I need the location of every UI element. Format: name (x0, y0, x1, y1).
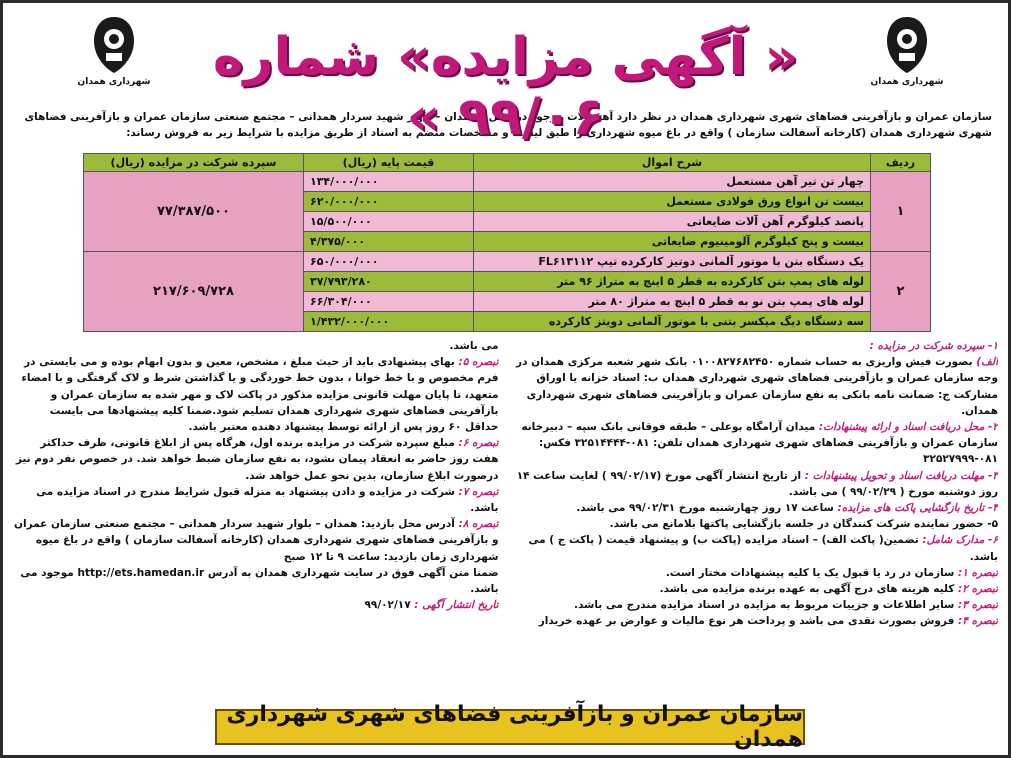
conditions-left-column (13, 338, 499, 688)
item-price: ۱۳۴/۰۰۰/۰۰۰ (304, 172, 474, 192)
notice-title: « آگهی مزایده» شماره ۹۹/۰۶ » (212, 27, 799, 147)
note-text: بهای پیشنهادی باید از حیث مبلغ ، مشخص، معین و بدون ابهام بوده و می بایستی در فرم مخصوص و با خط خوانا ، بدون خط خوردگی و یا گذاشتن شرط و لاک گرفتگی و با امضاء متعهد، تا پایان مهلت قانونی مزایده مذکور در پاکت لاک و مهر شده به سازمان عمران و بازآفرینی فضاهای شهری شهرداری همدان تسلیم شود.ضمنا کلیه پیشنهادها می بایست حداقل ۶۰ روز پس از ارائه توسط پیشنهاد دهنده معتبر باشد. (21, 356, 499, 434)
note-heading: تبصره ۱: (958, 566, 998, 579)
group-number: ۲ (871, 252, 931, 332)
items-table (83, 153, 931, 332)
item-price: ۴/۳۷۵/۰۰۰ (304, 232, 474, 252)
note-text: شرکت در مزایده و دادن پیشنهاد به منزله قبول شرایط مندرج در اسناد مزایده می باشد. (36, 485, 499, 515)
col-header-price: قیمت پایه (ریال) (304, 154, 474, 172)
table-row (84, 172, 931, 192)
section-text: تضمین( پاکت الف) – اسناد مزایده (پاکت ب) و پیشنهاد قیمت ( پاکت ج ) می باشد. (528, 534, 998, 563)
note-text: سازمان در رد یا قبول یک یا کلیه پیشنهادات مختار است. (665, 566, 955, 579)
conditions-body (13, 338, 998, 688)
note-text: سایر اطلاعات و جزییات مربوط به مزایده در اسناد مزایده مندرج می باشد. (573, 599, 955, 612)
conditions-right-column (513, 338, 999, 688)
col-header-deposit: سپرده شرکت در مزایده (ریال) (84, 154, 304, 172)
item-desc: پانصد کیلوگرم آهن آلات ضایعاتی (474, 212, 871, 232)
section-text: می باشد. (449, 340, 499, 352)
logo-caption: شهرداری همدان (77, 77, 151, 87)
note-text: فروش بصورت نقدی می باشد و پرداخت هر نوع مالیات و عوارض بر عهده خریدار (538, 615, 955, 628)
intro-paragraph: سازمان عمران و بازآفرینی فضاهای شهری شهرداری همدان در نظر دارد آهن آلات موجود در محل : همدان – بلوار شهید سردار همدانی – مجتمع صنعتی سازمان عمران و بازآفرینی فضاهای شهری شهرداری همدان (کارخانه آسفالت سازمان ) واقع در باغ میوه شهرداری را طبق لیست و مشخصات منضم به اسناد از طریق مزایده با شرایط زیر به فروش رساند: (24, 111, 992, 139)
note-text: کلیه هزینه های درج آگهی به عهده برنده مزایده می باشد. (659, 583, 955, 596)
municipality-logo-left (71, 15, 157, 101)
group-number: ۱ (871, 172, 931, 252)
section-text: ۵- حضور نماینده شرکت کنندگان در جلسه بازگشایی پاکتها بلامانع می باشد. (609, 518, 998, 531)
item-desc: لوله های پمپ بتن نو به قطر ۵ اینچ به متراژ ۸۰ متر (474, 292, 871, 312)
item-desc: لوله های پمپ بتن کارکرده به قطر ۵ اینچ به متراژ ۹۶ متر (474, 272, 871, 292)
emblem-icon (88, 15, 140, 75)
publish-date: ۹۹/۰۲/۱۷ (364, 599, 411, 612)
note-heading: تبصره ۷: (458, 485, 499, 498)
note-heading: تبصره ۶: (458, 437, 499, 450)
item-desc: سه دستگاه دیگ میکسر بتنی با موتور آلمانی دویتز کارکرده (474, 312, 871, 332)
section-heading: ۴- تاریخ بازگشایی پاکت های مزایده: (837, 502, 998, 515)
item-price: ۶۵۰/۰۰۰/۰۰۰ (304, 252, 474, 272)
item-price: ۱/۴۳۲/۰۰۰/۰۰۰ (304, 312, 474, 332)
item-price: ۶۲۰/۰۰۰/۰۰۰ (304, 192, 474, 212)
item-price: ۶۶/۳۰۴/۰۰۰ (304, 292, 474, 312)
table-row (84, 252, 931, 272)
publish-date-label: تاریخ انتشار آگهی : (414, 599, 499, 612)
group-deposit: ۷۷/۳۸۷/۵۰۰ (84, 172, 304, 252)
section-text: بصورت فیش واریزی به حساب شماره ۰۱۰۰۸۲۷۶۸۲۴۵۰ بانک شهر شعبه مرکزی همدان در وجه سازمان عمران و بازآفرینی فضاهای شهری شهرداری همدان ب: اسناد خزانه یا اوراق مشارکت ج: ضمانت نامه بانکی به نفع سازمان عمران و بازآفرینی فضاهای شهری شهرداری همدان. (516, 356, 998, 417)
item-desc: یک دستگاه بتن با موتور آلمانی دوتیز کارکرده تیپ FL۶۱۳۱۱۲ (474, 252, 871, 272)
note-text: مبلغ سپرده شرکت در مزایده برنده اول، هرگاه پس از ابلاغ قانونی، ظرف حداکثر هفت روز حاضر به انعقاد پیمان نشود، به نفع سازمان ضبط خواهد شد. در خصوص نفر دوم نیز درصورت ابلاغ سازمان، بدین نحو عمل خواهد شد. (15, 437, 499, 482)
group-deposit: ۲۱۷/۶۰۹/۷۲۸ (84, 252, 304, 332)
note-text: آدرس محل بازدید: همدان – بلوار شهید سردار همدانی – مجتمع صنعتی سازمان عمران و بازآفرینی فضاهای شهری شهرداری همدان (کارخانه آسفالت سازمان ) واقع در باغ میوه شهرداری زمان بازدید: ساعت ۹ تا ۱۲ صبح (14, 518, 499, 563)
website-link[interactable]: http://ets.hamedan.ir (77, 566, 205, 579)
website-text: ضمنا متن آگهی فوق در سایت شهرداری همدان به آدرس (207, 566, 499, 579)
organization-footer: سازمان عمران و بازآفرینی فضاهای شهری شهرداری همدان (215, 709, 805, 745)
item-desc: بیست و پنج کیلوگرم آلومینیوم ضایعاتی (474, 232, 871, 252)
note-heading: تبصره ۸: (458, 518, 499, 531)
note-heading: تبصره ۳: (958, 599, 998, 612)
section-text: میدان آرامگاه بوعلی – طبقه فوقانی بانک سپه – دبیرخانه سازمان عمران و بازآفرینی فضاهای شهری شهرداری همدان تلفن: ۰۸۱-۳۲۵۱۴۴۴۴ فکس: ۰۸۱-۳۲۵۲۷۹۹۹ (521, 421, 998, 466)
item-price: ۳۷/۷۹۳/۲۸۰ (304, 272, 474, 292)
col-header-desc: شرح اموال (474, 154, 871, 172)
section-label: الف) (976, 356, 998, 369)
item-price: ۱۵/۵۰۰/۰۰۰ (304, 212, 474, 232)
col-header-row: ردیف (871, 154, 931, 172)
section-heading: ۲- محل دریافت اسناد و ارائه پیشنهادات: (818, 421, 998, 434)
note-heading: تبصره ۴: (958, 615, 998, 628)
website-text-end: موجود می باشد. (20, 566, 499, 596)
item-desc: بیست تن انواع ورق فولادی مستعمل (474, 192, 871, 212)
item-desc: چهار تن تیر آهن مستعمل (474, 172, 871, 192)
note-heading: تبصره ۲: (958, 583, 998, 596)
note-heading: تبصره ۵: (458, 356, 499, 369)
section-text: ساعت ۱۷ روز چهارشنبه مورخ ۹۹/۰۲/۳۱ می باشد. (576, 502, 834, 515)
section-heading: ۱- سپرده شرکت در مزایده : (869, 340, 998, 352)
municipality-logo-right (864, 15, 950, 101)
logo-caption: شهرداری همدان (870, 77, 944, 87)
section-heading: ۳- مهلت دریافت اسناد و تحویل پیشنهادات : (804, 469, 998, 482)
emblem-icon (881, 15, 933, 75)
section-text: از تاریخ انتشار آگهی مورخ (۹۹/۰۲/۱۷ ) لغایت ساعت ۱۴ روز دوشنبه مورخ ( ۹۹/۰۲/۲۹ ) می باشد. (516, 469, 998, 498)
section-heading: ۶- مدارک شامل: (922, 534, 998, 547)
